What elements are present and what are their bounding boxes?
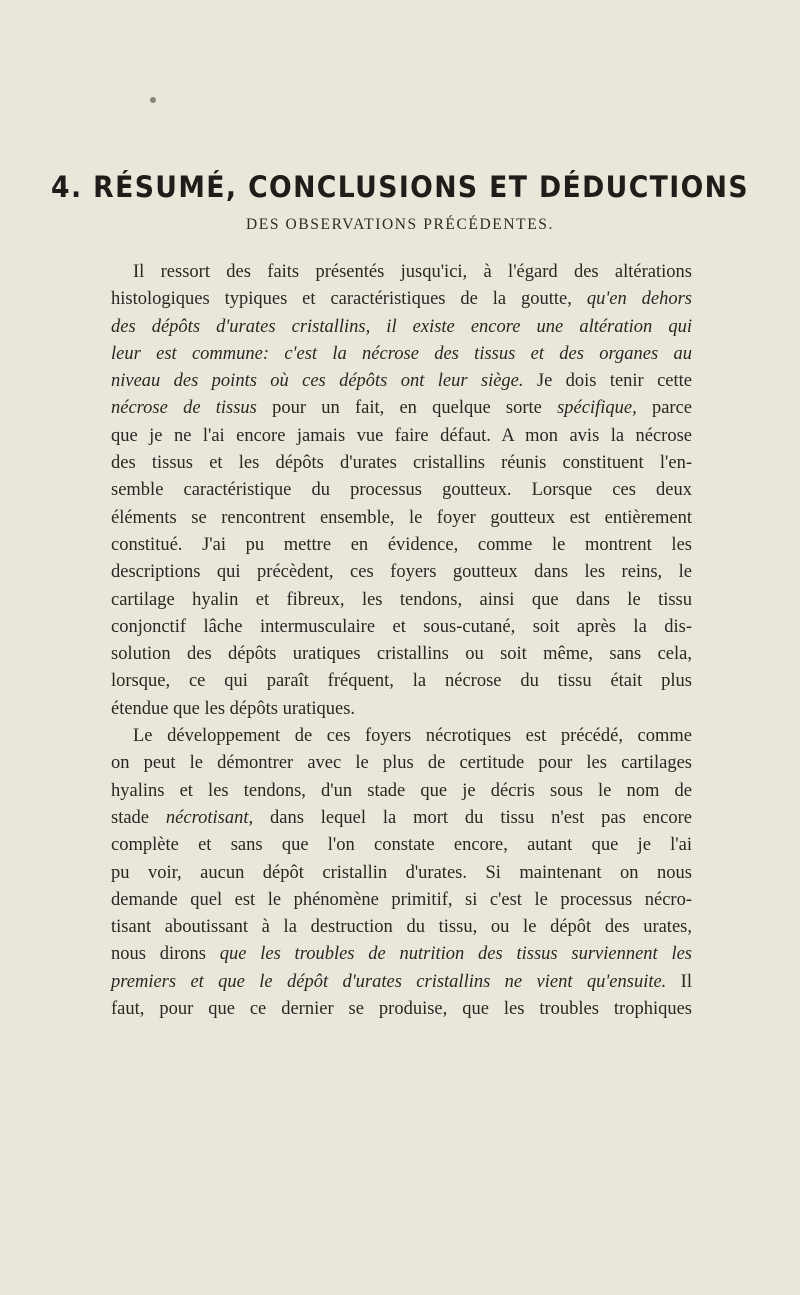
text-run: Je dois tenir cette (523, 371, 692, 392)
text-line (111, 696, 692, 723)
text-run: demande quel est le phénomène primitif, si c'est le processus nécro- (111, 889, 692, 910)
text-line (111, 559, 692, 586)
text-line (111, 314, 692, 341)
text-run: hyalins et les tendons, d'un stade que je décris sous le nom de (111, 780, 692, 801)
text-line (111, 805, 692, 832)
text-line (111, 750, 692, 777)
text-run: dans lequel la mort du tissu n'est pas encore (253, 807, 693, 828)
text-run: éléments se rencontrent ensemble, le foyer goutteux est entièrement (111, 507, 692, 528)
text-run: stade (111, 807, 166, 828)
text-line (111, 450, 692, 477)
text-line (111, 477, 692, 504)
italic-text: nécrotisant, (165, 807, 254, 828)
text-run: nous dirons (111, 944, 220, 965)
italic-text: spécifique, (557, 398, 637, 419)
text-run: étendue que les dépôts uratiques. (111, 698, 356, 719)
text-line (111, 259, 692, 286)
text-line (111, 368, 692, 395)
text-line (111, 532, 692, 559)
section-heading: 4. RÉSUMÉ, CONCLUSIONS ET DÉDUCTIONS (51, 170, 749, 204)
text-line (111, 860, 692, 887)
text-run: pour un fait, en quelque sorte (256, 398, 558, 419)
text-run: semble caractéristique du processus goutteux. Lorsque ces deux (111, 480, 692, 501)
text-run: parce (636, 398, 693, 419)
text-run: conjonctif lâche intermusculaire et sous-cutané, soit après la dis- (111, 616, 692, 637)
text-line (111, 996, 692, 1023)
text-line (111, 505, 692, 532)
text-line (111, 286, 692, 313)
text-run: solution des dépôts uratiques cristallins ou soit même, sans cela, (111, 644, 692, 665)
text-run: lorsque, ce qui paraît fréquent, la nécrose du tissu était plus (111, 671, 692, 692)
text-line (111, 341, 692, 368)
italic-text: qu'en dehors (586, 289, 693, 310)
text-run: pu voir, aucun dépôt cristallin d'urates. Si maintenant on nous (111, 862, 692, 883)
italic-text: niveau des points où ces dépôts ont leur siège. (111, 371, 524, 392)
text-run: constitué. J'ai pu mettre en évidence, comme le montrent les (111, 534, 692, 555)
text-run: que je ne l'ai encore jamais vue faire défaut. A mon avis la nécrose (111, 425, 692, 446)
text-line (111, 969, 692, 996)
text-run: des tissus et les dépôts d'urates cristallins réunis constituent l'en- (111, 453, 692, 474)
text-line (111, 941, 692, 968)
text-line (111, 914, 692, 941)
text-line (111, 641, 692, 668)
text-run: descriptions qui précèdent, ces foyers goutteux dans les reins, le (111, 562, 692, 583)
italic-text: que les troubles de nutrition des tissus surviennent les (219, 944, 692, 965)
italic-text: leur est commune: c'est la nécrose des tissus et des organes au (111, 343, 692, 364)
text-run: faut, pour que ce dernier se produise, que les troubles trophiques (111, 999, 692, 1020)
section-subheading: DES OBSERVATIONS PRÉCÉDENTES. (246, 216, 554, 233)
text-run: Il ressort des faits présentés jusqu'ici, à l'égard des altérations (133, 262, 692, 282)
text-line (111, 723, 692, 750)
text-line (111, 778, 692, 805)
text-run: Il (666, 971, 692, 992)
italic-text: des dépôts d'urates cristallins, il existe encore une altération qui (111, 316, 692, 337)
text-run: histologiques typiques et caractéristiques de la goutte, (111, 289, 587, 310)
text-line (111, 668, 692, 695)
text-line (111, 887, 692, 914)
text-run: tisant aboutissant à la destruction du tissu, ou le dépôt des urates, (111, 917, 692, 938)
ink-speck (150, 97, 156, 103)
text-line (111, 587, 692, 614)
italic-text: nécrose de tissus (111, 398, 257, 419)
text-line (111, 614, 692, 641)
text-run: complète et sans que l'on constate encore, autant que je l'ai (111, 835, 692, 856)
text-line (111, 423, 692, 450)
text-line (111, 395, 692, 422)
text-run: cartilage hyalin et fibreux, les tendons, ainsi que dans le tissu (111, 589, 692, 610)
text-run: Le développement de ces foyers nécrotiques est précédé, comme (133, 726, 692, 747)
italic-text: premiers et que le dépôt d'urates cristallins ne vient qu'ensuite. (111, 971, 667, 992)
body-text (111, 259, 692, 1023)
text-line (111, 832, 692, 859)
text-run: on peut le démontrer avec le plus de certitude pour les cartilages (111, 753, 692, 774)
